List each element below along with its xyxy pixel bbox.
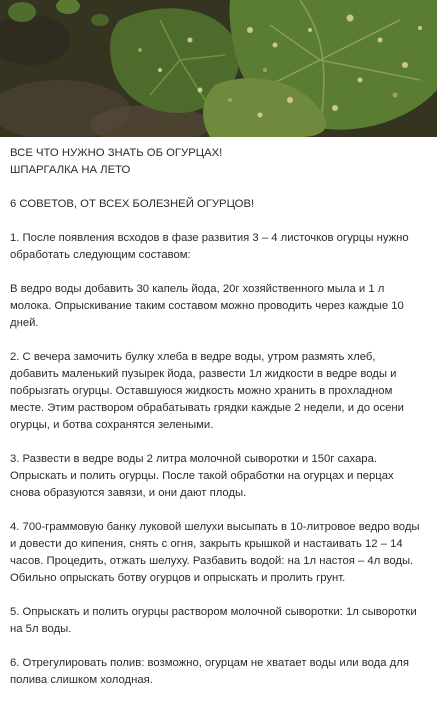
tip-4: 4. 700-граммовую банку луковой шелухи высыпать в 10-литровое ведро воды и довести до кипения, снять с огня, закрыть крышкой и настаивать 12 – 14 часов. Процедить, отжать шелуху. Разбавить водой: на 1л настоя – 4л воды. Обильно опрыскать ботву огурцов и опрыскать и пролить грунт. bbox=[10, 521, 420, 584]
tip-3: 3. Развести в ведре воды 2 литра молочной сыворотки и 150г сахара. Опрыскать и полить огурцы. После такой обработки на огурцах и перцах снова образуются завязи, и они дают плоды. bbox=[10, 453, 394, 499]
tip-1-intro: 1. После появления всходов в фазе развития 3 – 4 листочков огурцы нужно обработать следующим составом: bbox=[10, 232, 409, 261]
leaves-illustration bbox=[0, 0, 437, 137]
heading-line-1: ВСЕ ЧТО НУЖНО ЗНАТЬ ОБ ОГУРЦАХ! bbox=[10, 147, 223, 159]
tip-5: 5. Опрыскать и полить огурцы раствором молочной сыворотки: 1л сыворотки на 5л воды. bbox=[10, 606, 417, 635]
tip-2: 2. С вечера замочить булку хлеба в ведре воды, утром размять хлеб, добавить маленький пузырек йода, развести 1л жидкости в ведре воды и побрызгать огурцы. Оставшуюся жидкость можно хранить в прохладном месте. Этим раствором обрабатывать грядки каждые 2 недели, и до осени огурцы, и ботва сохранятся зелеными. bbox=[10, 351, 404, 431]
cucumber-leaves-photo bbox=[0, 0, 437, 137]
tip-1-body: В ведро воды добавить 30 капель йода, 20г хозяйственного мыла и 1 л молока. Опрыскивание таким составом можно проводить через каждые 10 дней. bbox=[10, 283, 404, 329]
article-text bbox=[10, 145, 428, 706]
tip-6: 6. Отрегулировать полив: возможно, огурцам не хватает воды или вода для полива слишком холодная. bbox=[10, 657, 409, 686]
article-subheading: 6 СОВЕТОВ, ОТ ВСЕХ БОЛЕЗНЕЙ ОГУРЦОВ! bbox=[10, 198, 255, 210]
heading-line-2: ШПАРГАЛКА НА ЛЕТО bbox=[10, 164, 131, 176]
article-heading bbox=[10, 145, 428, 179]
